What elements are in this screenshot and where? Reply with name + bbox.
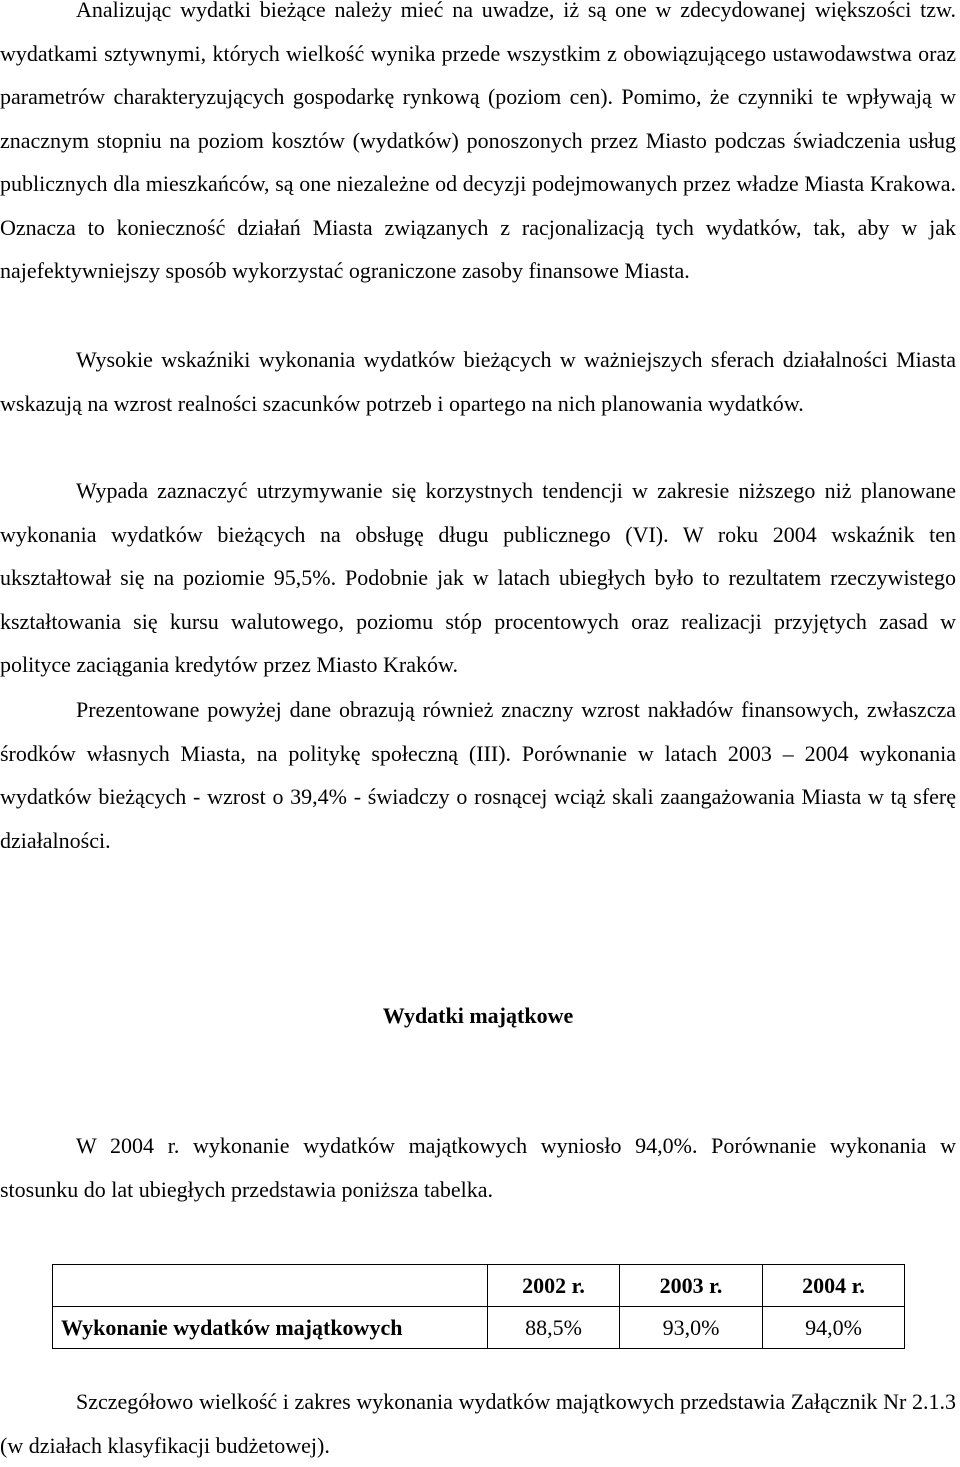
table-cell-2002: 88,5% — [488, 1307, 620, 1349]
table-cell-2003: 93,0% — [620, 1307, 763, 1349]
table-header-cell-2004: 2004 r. — [763, 1265, 905, 1307]
table-header-cell-empty — [53, 1265, 488, 1307]
paragraph-current-expenditure-analysis: Analizując wydatki bieżące należy mieć na uwadze, iż są one w zdecydowanej większości tzw. wydatkami sztywnymi, których wielkość wynika przede wszystkim z obowiązującego ustawodawstwa oraz parametrów charakteryzujących gospodarkę rynkową (poziom cen). Pomimo, że czynniki te wpływają w znacznym stopniu na poziom kosztów (wydatków) ponoszonych przez Miasto podczas świadczenia usług publicznych dla mieszkańców, są one niezależne od decyzji podejmowanych przez władze Miasta Krakowa. Oznacza to konieczność działań Miasta związanych z racjonalizacją tych wydatków, tak, aby w jak najefektywniejszy sposób wykorzystać ograniczone zasoby finansowe Miasta. — [0, 0, 956, 283]
table-header-cell-2002: 2002 r. — [488, 1265, 620, 1307]
paragraph-execution-indicators: Wysokie wskaźniki wykonania wydatków bieżących w ważniejszych sferach działalności Miasta wskazują na wzrost realności szacunków potrzeb i opartego na nich planowania wydatków. — [0, 347, 956, 416]
table-row-label: Wykonanie wydatków majątkowych — [53, 1307, 488, 1349]
section-heading-capital-expenditure: Wydatki majątkowe — [382, 1003, 574, 1028]
paragraph-public-debt-service: Wypada zaznaczyć utrzymywanie się korzystnych tendencji w zakresie niższego niż planowane wykonania wydatków bieżących na obsługę długu publicznego (VI). W roku 2004 wskaźnik ten ukształtował się na poziomie 95,5%. Podobnie jak w latach ubiegłych było to rezultatem rzeczywistego kształtowania się kursu walutowego, poziomu stóp procentowych oraz realizacji przyjętych zasad w polityce zaciągania kredytów przez Miasto Kraków. — [0, 478, 956, 677]
table-row — [53, 1307, 905, 1349]
paragraph-capital-expenditure-intro: W 2004 r. wykonanie wydatków majątkowych wyniosło 94,0%. Porównanie wykonania w stosunku do lat ubiegłych przedstawia poniższa tabelka. — [0, 1133, 956, 1202]
table-cell-2004: 94,0% — [763, 1307, 905, 1349]
paragraph-social-policy: Prezentowane powyżej dane obrazują również znaczny wzrost nakładów finansowych, zwłaszcza środków własnych Miasta, na politykę społeczną (III). Porównanie w latach 2003 – 2004 wykonania wydatków bieżących - wzrost o 39,4% - świadczy o rosnącej wciąż skali zaangażowania Miasta w tą sferę działalności. — [0, 697, 956, 853]
table-header-row — [53, 1265, 905, 1307]
table-header-cell-2003: 2003 r. — [620, 1265, 763, 1307]
paragraph-attachment-reference: Szczegółowo wielkość i zakres wykonania wydatków majątkowych przedstawia Załącznik Nr 2.1.3 (w działach klasyfikacji budżetowej). — [0, 1389, 956, 1458]
capital-expenditure-table — [52, 1264, 905, 1349]
